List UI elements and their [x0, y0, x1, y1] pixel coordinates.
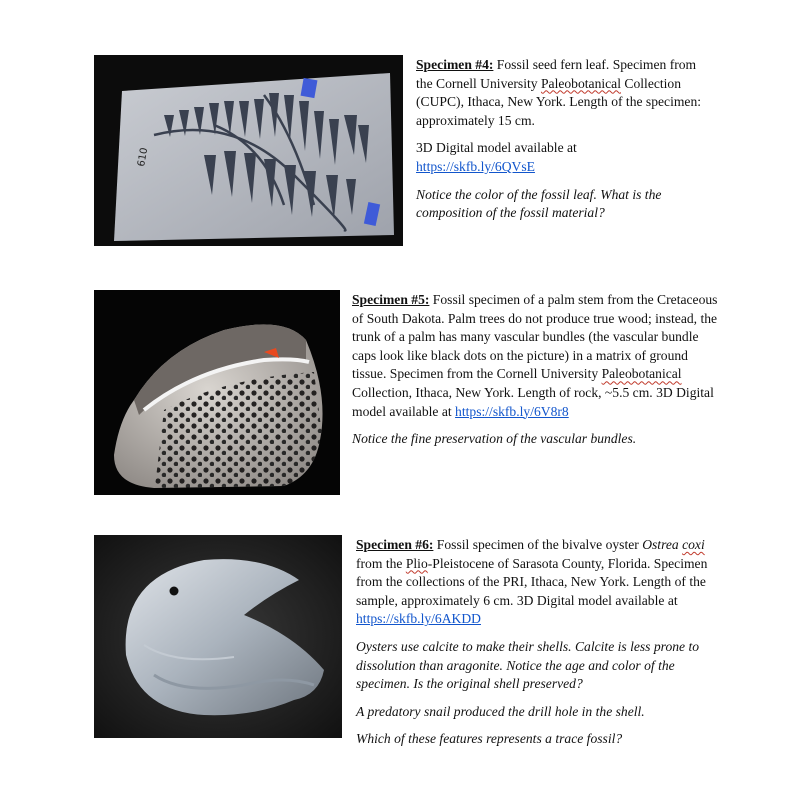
specimen-5-desc-part: Fossil specimen of a palm stem from the Cretaceous of South Dakota. Palm trees do not produce true wood; instead, the trunk of a palm has many vascular bundles (the vascular bundle caps look like black dots on the picture) in a matrix of ground tissue. Specimen from the Cornell University: [352, 292, 718, 382]
specimen-6-desc-part: from the: [356, 555, 406, 571]
specimen-5-desc-part: Collection, Ithaca, New York. Length of rock, ~5.5 cm. 3D Digital model available at: [352, 384, 714, 419]
oyster-shell-illustration: [94, 535, 342, 738]
specimen-4-title: Specimen #4:: [416, 57, 494, 72]
specimen-6-title: Specimen #6:: [356, 537, 434, 552]
specimen-6-description: [356, 536, 720, 629]
model-text: 3D Digital model available at: [416, 140, 577, 156]
specimen-5-model-link[interactable]: https://skfb.ly/6V8r8: [455, 403, 569, 419]
specimen-4-description: [416, 56, 716, 130]
species-name: coxi: [682, 537, 705, 552]
drill-hole: [170, 587, 179, 596]
specimen-number-label: 610: [136, 146, 151, 168]
genus-name: Ostrea: [642, 537, 679, 552]
spellcheck-word: Paleobotanical: [540, 75, 621, 91]
specimen-6-question-1: Oysters use calcite to make their shells. Calcite is less prone to dissolution than aragonite. Notice the age and color of the specimen. Is the original shell preserved?: [356, 638, 700, 692]
specimen-6-desc-part: -Pleistocene of Sarasota County, Florida. Specimen from the collections of the PRI, Ithaca, New York. Length of the sample, approximately 6 cm. 3D Digital model available at: [356, 555, 708, 608]
specimen-4-model: [416, 139, 716, 176]
specimen-4-question: Notice the color of the fossil leaf. What is the composition of the fossil material?: [416, 186, 662, 221]
specimen-5-description: [352, 291, 720, 421]
specimen-4-desc-part: Fossil seed fern leaf. Specimen from the Cornell University: [416, 57, 697, 91]
specimen-6-question-3: Which of these features represents a trace fossil?: [356, 731, 623, 747]
fern-fossil-photo: [94, 55, 403, 246]
spellcheck-word: Paleobotanical: [601, 366, 682, 382]
specimen-6-desc-part: Fossil specimen of the bivalve oyster: [433, 537, 643, 552]
specimen-5-question: Notice the fine preservation of the vascular bundles.: [352, 431, 637, 447]
specimen-6-model-link[interactable]: https://skfb.ly/6AKDD: [356, 611, 481, 627]
palm-stem-illustration: [94, 290, 340, 495]
specimen-6-question-2: A predatory snail produced the drill hole in the shell.: [356, 703, 645, 719]
specimen-4-text: [416, 56, 716, 232]
palm-stem-fossil-photo: [94, 290, 340, 495]
spellcheck-word: Plio: [405, 555, 428, 571]
specimen-6-text: [356, 536, 720, 758]
specimen-4-model-link[interactable]: https://skfb.ly/6QVsE: [416, 158, 535, 174]
specimen-4-desc-part: Collection (CUPC), Ithaca, New York. Length of the specimen: approximately 15 cm.: [416, 75, 702, 128]
oyster-fossil-photo: [94, 535, 342, 738]
specimen-5-text: [352, 291, 720, 458]
specimen-5-title: Specimen #5:: [352, 292, 430, 307]
fern-fossil-illustration: [94, 55, 403, 246]
